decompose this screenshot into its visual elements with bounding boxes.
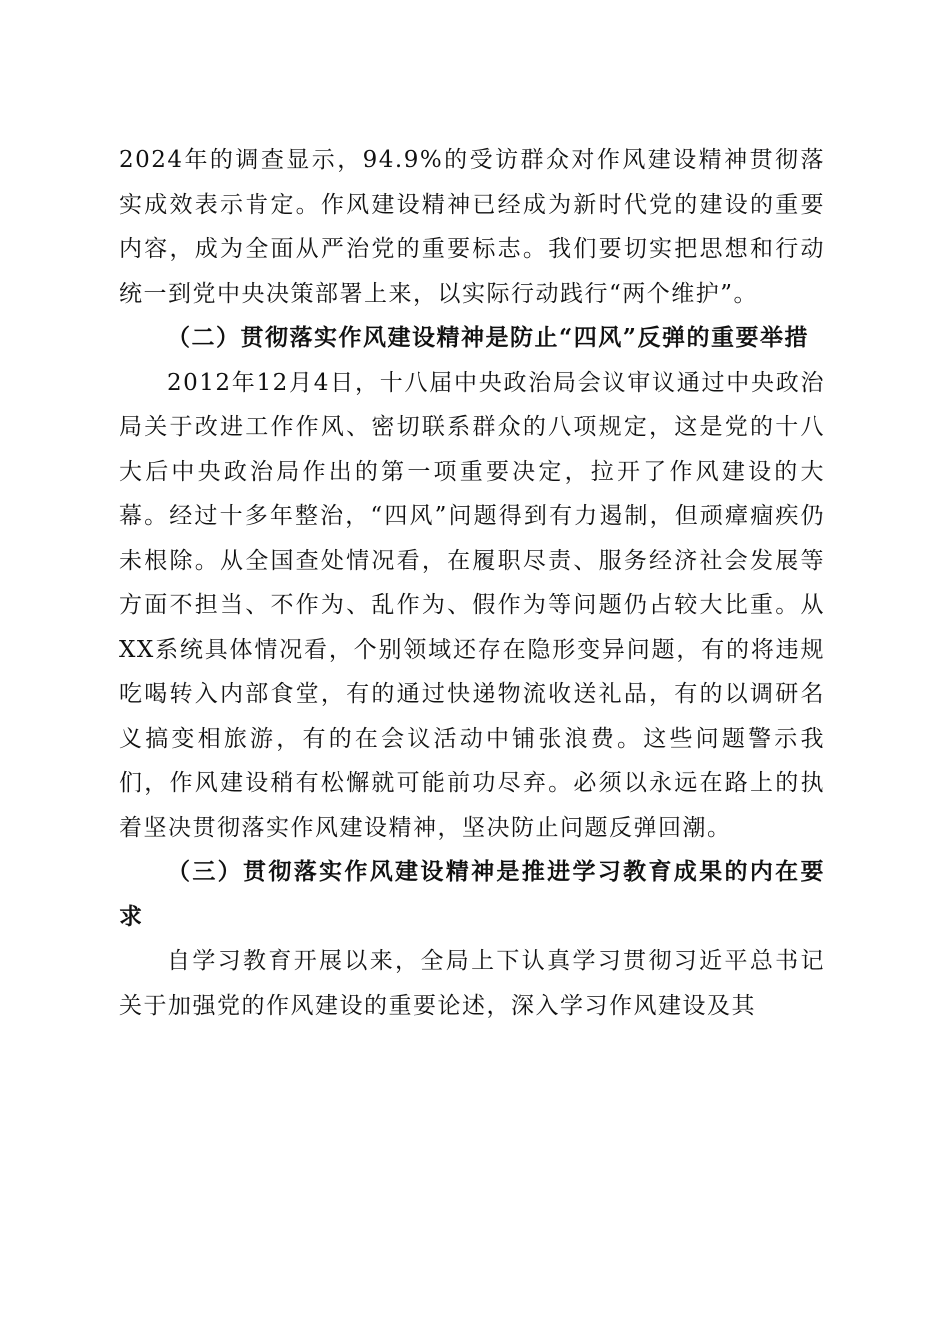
section-heading-three: （三）贯彻落实作风建设精神是推进学习教育成果的内在要求 bbox=[119, 858, 825, 930]
paragraph-study-education: 自学习教育开展以来，全局上下认真学习贯彻习近平总书记关于加强党的作风建设的重要论述，深入学习作风建设及其 bbox=[119, 948, 825, 1019]
section-heading-two: （二）贯彻落实作风建设精神是防止“四风”反弹的重要举措 bbox=[167, 324, 809, 351]
paragraph-survey-continued: 2024年的调查显示，94.9%的受访群众对作风建设精神贯彻落实成效表示肯定。作风建设精神已经成为新时代党的建设的重要内容，成为全面从严治党的重要标志。我们要切实把思想和行动统一到党中央决策部署上来，以实际行动践行“两个维护”。 bbox=[119, 147, 825, 307]
paragraph-eight-regulations: 2012年12月4日，十八届中央政治局会议审议通过中央政治局关于改进工作作风、密切联系群众的八项规定，这是党的十八大后中央政治局作出的第一项重要决定，拉开了作风建设的大幕。经过十多年整治，“四风”问题得到有力遏制，但顽瘴痼疾仍未根除。从全国查处情况看，在履职尽责、服务经济社会发展等方面不担当、不作为、乱作为、假作为等问题仍占较大比重。从XX系统具体情况看，个别领域还存在隐形变异问题，有的将违规吃喝转入内部食堂，有的通过快递物流收送礼品，有的以调研名义搞变相旅游，有的在会议活动中铺张浪费。这些问题警示我们，作风建设稍有松懈就可能前功尽弃。必须以永远在路上的执着坚决贯彻落实作风建设精神，坚决防止问题反弹回潮。 bbox=[119, 369, 825, 841]
document-body bbox=[119, 138, 825, 1028]
